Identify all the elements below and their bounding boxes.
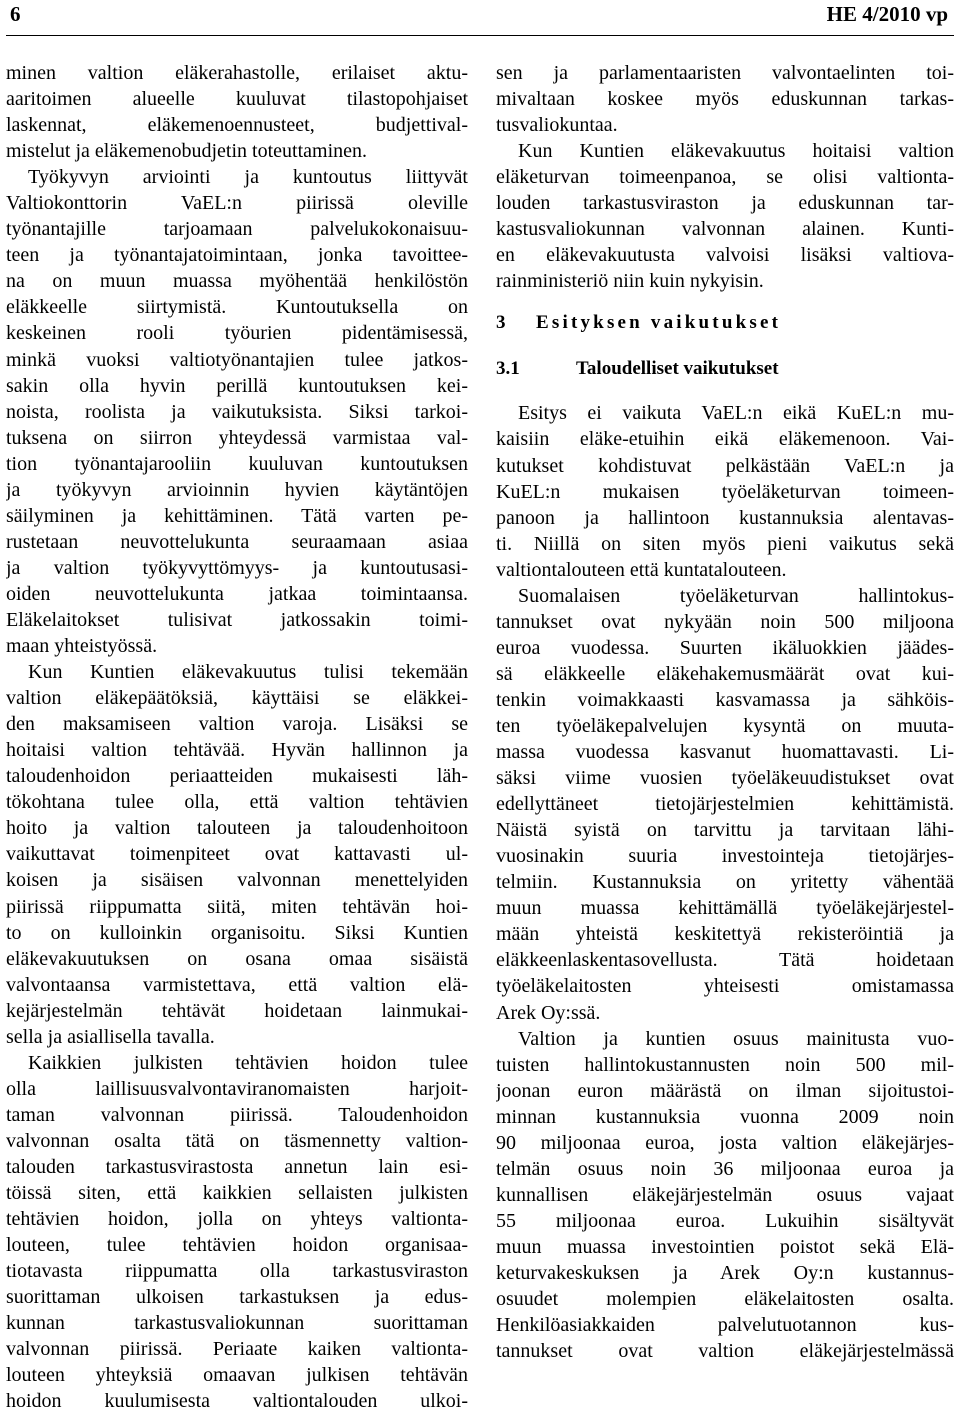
text-line: keskeinen rooli työurien pidentämisessä, bbox=[6, 322, 468, 345]
text-line: hoito ja valtion talouteen ja taloudenhoitoon bbox=[6, 817, 468, 840]
text-line: valvontaansa varmistettava, että valtion elä- bbox=[6, 973, 468, 996]
subsection-title: Taloudelliset vaikutukset bbox=[576, 358, 779, 380]
text-line: to on kulloinkin organisoitu. Siksi Kuntien bbox=[6, 921, 468, 944]
section-title: Esityksen vaikutukset bbox=[536, 312, 782, 334]
text-line: Arek Oy:ssä. bbox=[496, 1001, 601, 1024]
text-line: ja työkyvyn arvioinnin hyvien käytäntöjen bbox=[6, 478, 468, 501]
left-column bbox=[6, 60, 468, 1414]
text-line: vaikuttavat toimenpiteet ovat kattavasti ul- bbox=[6, 843, 468, 866]
text-line: joonan euron määrästä on ilman sijoitustoi- bbox=[496, 1079, 954, 1102]
text-line: eläkkeelle siirtymistä. Kuntoutuksella on bbox=[6, 296, 468, 319]
header-rule bbox=[6, 35, 954, 36]
text-line: eläkkeenlaskentasovellusta. Tätä hoidetaan bbox=[496, 949, 954, 972]
text-line: sä eläkkeelle eläkehakemusmäärät ovat kui- bbox=[496, 662, 954, 685]
text-line: ja valtion työkyvyttömyys- ja kuntoutusasi- bbox=[6, 556, 468, 579]
right-column-bottom-text bbox=[496, 400, 954, 1364]
text-line: olla laillisuusvalvontaviranomaisten harjoit- bbox=[6, 1077, 468, 1100]
text-line: suorittaman ulkoisen tarkastuksen ja edus- bbox=[6, 1286, 468, 1309]
text-line: massa vuodessa kasvanut huomattavasti. Li- bbox=[496, 741, 954, 764]
text-line: louteen, tulee tehtävien hoidon organisaa- bbox=[6, 1234, 468, 1257]
text-line: ti. Niillä on siten myös pieni vaikutus sekä bbox=[496, 532, 954, 555]
text-line: tenkin voimakkaasti kasvamassa ja sähköis- bbox=[496, 688, 954, 711]
text-line: vuosinakin suuria investointeja tietojärjes- bbox=[496, 845, 954, 868]
text-line: tökohtana tulee olla, että valtion tehtävien bbox=[6, 791, 468, 814]
text-line: 90 miljoonaa euroa, josta valtion eläkejärjes- bbox=[496, 1131, 954, 1154]
text-line: minen valtion eläkerahastolle, erilaiset aktu- bbox=[6, 62, 468, 84]
text-line: na on muun muassa myöhentää henkilöstön bbox=[6, 270, 468, 293]
text-line: laskennat, eläkemenoennusteet, budjettival- bbox=[6, 114, 468, 137]
text-line: tion työnantajarooliin kuuluvan kuntoutuksen bbox=[6, 452, 468, 475]
text-line: Henkilöasiakkaiden palvelutuotannon kus- bbox=[496, 1314, 954, 1337]
right-column-top-text bbox=[496, 60, 954, 294]
text-line: noista, roolista ja vaikutuksista. Siksi tarkoi- bbox=[6, 400, 468, 423]
text-line: työnantajille tarjoamaan palvelukokonaisuu- bbox=[6, 218, 468, 241]
text-line: tannukset ovat valtion eläkejärjestelmässä bbox=[496, 1340, 954, 1363]
text-line: kunnallisen eläkejärjestelmän osuus vajaat bbox=[496, 1183, 954, 1206]
text-line: sakin olla hyvin perillä kuntoutuksen kei- bbox=[6, 374, 468, 397]
text-line: töissä siten, että kaikkien sellaisten julkisten bbox=[6, 1182, 468, 1205]
text-line: valtiontalouteen että kuntatalouteen. bbox=[496, 558, 787, 581]
text-line: Kun Kuntien eläkevakuutus hoitaisi valtion bbox=[518, 140, 954, 163]
text-line: mään yhteistä keskitettyä rekisteröintiä ja bbox=[496, 923, 954, 946]
document-id: HE 4/2010 vp bbox=[826, 2, 948, 26]
text-line: panoon ja hallintoon kustannuksia alentavas- bbox=[496, 506, 954, 529]
text-line: Valtion ja kuntien osuus mainitusta vuo- bbox=[518, 1027, 954, 1050]
text-line: telmiin. Kustannuksia on yritetty vähentää bbox=[496, 871, 954, 894]
text-line: telmän osuus noin 36 miljoonaa euroa ja bbox=[496, 1157, 954, 1180]
text-line: oiden neuvottelukunta jatkaa toimintaansa. bbox=[6, 582, 468, 605]
text-line: sella ja asiallisella tavalla. bbox=[6, 1025, 215, 1048]
text-line: Kaikkien julkisten tehtävien hoidon tulee bbox=[28, 1051, 468, 1074]
text-line: mistelut ja eläkemenobudjetin toteuttaminen. bbox=[6, 140, 368, 163]
text-line: KuEL:n mukaisen työeläketurvan toimeen- bbox=[496, 480, 954, 503]
text-line: kutukset kohdistuvat pelkästään VaEL:n ja bbox=[496, 454, 954, 477]
text-line: koisen ja sisäisen valvonnan menettelyiden bbox=[6, 869, 468, 892]
text-line: tuksena on siirron yhteydessä varmistaa val- bbox=[6, 426, 468, 449]
text-line: minkä vuoksi valtiotyönantajien tulee jatkos- bbox=[6, 348, 468, 371]
section-number: 3 bbox=[496, 312, 506, 334]
text-line: talouden tarkastusvirastosta annetun lain esi- bbox=[6, 1155, 468, 1178]
text-line: aaritoimen alueelle kuuluvat tilastopohjaiset bbox=[6, 88, 468, 111]
right-column bbox=[496, 60, 954, 1364]
text-line: 55 miljoonaa euroa. Lukuihin sisältyvät bbox=[496, 1209, 954, 1232]
text-line: tannukset ovat nykyään noin 500 miljoona bbox=[496, 610, 954, 633]
text-line: den maksamiseen valtion varoja. Lisäksi se bbox=[6, 713, 468, 736]
text-line: työeläkelaitosten yhteisesti omistamassa bbox=[496, 975, 954, 998]
text-line: kejärjestelmän tehtävät hoidetaan lainmukai- bbox=[6, 999, 468, 1022]
text-line: rustetaan neuvottelukunta seuraamaan asiaa bbox=[6, 530, 468, 553]
text-line: euroa vuodessa. Suurten ikäluokkien jäädes- bbox=[496, 636, 954, 659]
text-line: Työkyvyn arviointi ja kuntoutus liittyvät bbox=[28, 166, 468, 189]
text-line: Esitys ei vaikuta VaEL:n eikä KuEL:n mu- bbox=[518, 402, 954, 425]
text-line: säilyminen ja kehittäminen. Tätä varten pe- bbox=[6, 504, 468, 527]
text-line: sen ja parlamentaaristen valvontaelinten toi- bbox=[496, 62, 954, 84]
text-line: keturvakeskuksen ja Arek Oy:n kustannus- bbox=[496, 1261, 954, 1284]
section-heading bbox=[496, 306, 954, 340]
text-line: Suomalaisen työeläketurvan hallintokus- bbox=[518, 584, 954, 607]
text-line: valvonnan osalta tätä on täsmennetty valtion- bbox=[6, 1129, 468, 1152]
text-line: muun muassa investointien poistot sekä Elä- bbox=[496, 1235, 954, 1258]
subsection-heading bbox=[496, 352, 954, 386]
text-line: eläkevakuutuksen on osana omaa sisäistä bbox=[6, 947, 468, 970]
text-line: Eläkelaitokset tulisivat jatkossakin toimi- bbox=[6, 608, 468, 631]
text-line: säksi viime vuosien työeläkeuudistukset ovat bbox=[496, 767, 954, 790]
text-line: eläketurvan toimeenpanoa, se olisi valtionta- bbox=[496, 166, 954, 189]
text-line: kunnan tarkastusvaliokunnan suorittaman bbox=[6, 1312, 468, 1335]
text-line: hoitaisi valtion tehtävää. Hyvän hallinnon ja bbox=[6, 739, 468, 762]
text-line: valvonnan piirissä. Periaate kaiken valtionta- bbox=[6, 1338, 468, 1361]
text-line: edellyttäneet tietojärjestelmien kehittämistä. bbox=[496, 793, 954, 816]
text-line: teen ja työnantajatoimintaan, jonka tavoittee- bbox=[6, 244, 468, 267]
text-line: tiotavasta riippumatta olla tarkastusviraston bbox=[6, 1260, 468, 1283]
page-number: 6 bbox=[10, 2, 21, 26]
subsection-number: 3.1 bbox=[496, 358, 520, 380]
text-line: mivaltaan koskee myös eduskunnan tarkas- bbox=[496, 88, 954, 111]
text-line: minnan kustannuksia vuonna 2009 noin bbox=[496, 1105, 954, 1128]
text-line: louden tarkastusviraston ja eduskunnan tar- bbox=[496, 192, 954, 215]
text-line: osuudet molempien eläkelaitosten osalta. bbox=[496, 1288, 954, 1311]
text-line: hoidon kuulumisesta valtiontalouden ulkoi- bbox=[6, 1390, 468, 1413]
text-line: rainministeriö niin kuin nykyisin. bbox=[496, 270, 764, 293]
text-line: tuisten hallintokustannusten noin 500 mil- bbox=[496, 1053, 954, 1076]
text-line: Valtiokonttorin VaEL:n piirissä oleville bbox=[6, 192, 468, 215]
text-line: tehtävien hoidon, jolla on yhteys valtionta- bbox=[6, 1208, 468, 1231]
text-line: Näistä syistä on tarvittu ja tarvitaan lähi- bbox=[496, 819, 954, 842]
text-line: louteen yhteyksiä omaavan julkisen tehtävän bbox=[6, 1364, 468, 1387]
text-line: tusvaliokuntaa. bbox=[496, 114, 618, 137]
text-line: piirissä riippumatta siitä, miten tehtävän hoi- bbox=[6, 895, 468, 918]
text-line: en eläkevakuutusta valvoisi lisäksi valtiova- bbox=[496, 244, 954, 267]
text-line: kaisiin eläke-etuihin eikä eläkemenoon. Vai- bbox=[496, 428, 954, 451]
text-line: taloudenhoidon periaatteiden mukaisesti läh- bbox=[6, 765, 468, 788]
text-line: ten työeläkepalvelujen kysyntä on muuta- bbox=[496, 714, 954, 737]
text-line: kastusvaliokunnan valvonnan alainen. Kunti- bbox=[496, 218, 954, 241]
page-header bbox=[0, 0, 960, 40]
text-line: muun muassa kehittämällä työeläkejärjestel- bbox=[496, 897, 954, 920]
text-line: taman valvonnan piirissä. Taloudenhoidon bbox=[6, 1103, 468, 1126]
text-line: maan yhteistyössä. bbox=[6, 635, 158, 658]
text-line: valtion eläkepäätöksiä, käyttäisi se eläkkei- bbox=[6, 687, 468, 710]
text-line: Kun Kuntien eläkevakuutus tulisi tekemään bbox=[28, 661, 468, 684]
